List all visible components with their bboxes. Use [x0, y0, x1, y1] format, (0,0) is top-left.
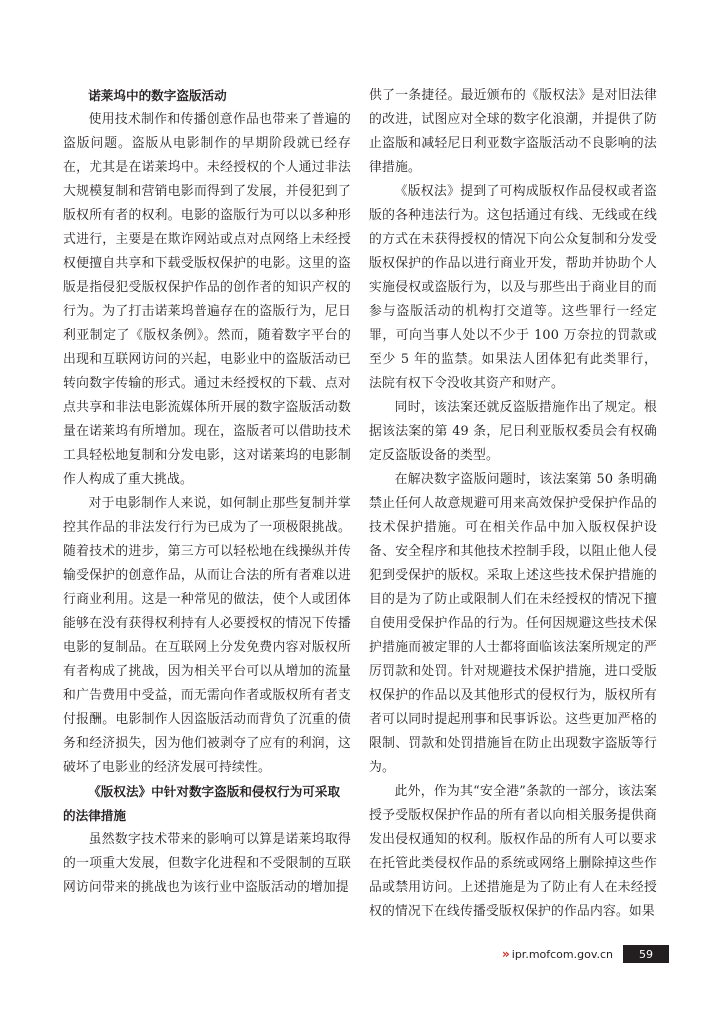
paragraph-continued: 供了一条捷径。最近颁布的《版权法》是对旧法律的改进，试图应对全球的数字化浪潮，并提供了防止盗版和减轻尼日利亚数字盗版活动不良影响的法律措施。	[369, 88, 657, 175]
paragraph: 在解决数字盗版问题时，该法案第 50 条明确禁止任何人故意规避可用来高效保护受保护作品的技术保护措施。可在相关作品中加入版权保护设备、安全程序和其他技术控制手段，以阻止他人侵犯到受保护的版权。采取上述这些技术保护措施的目的是为了防止或限制人们在未经授权的情况下擅自使用受保护作品的行为。任何因规避这些技术保护措施而被定罪的人士都将面临该法案所规定的严厉罚款和处罚。针对规避技术保护措施，进口受版权保护的作品以及其他形式的侵权行为，版权所有者可以同时提起刑事和民事诉讼。这些更加严格的限制、罚款和处罚措施旨在防止出现数字盗版等行为。	[369, 472, 657, 775]
page-number: 59	[623, 945, 669, 963]
paragraph: 虽然数字技术带来的影响可以算是诺莱坞取得的一项重大发展，但数字化进程和不受限制的互联网访问带来的挑战也为该行业中盗版活动的增加提	[63, 832, 351, 895]
section-heading: 《版权法》中针对数字盗版和侵权行为可采取的法律措施	[63, 784, 341, 823]
footer-url-link[interactable]: ipr.mofcom.gov.cn	[511, 947, 614, 961]
section-heading: 诺莱坞中的数字盗版活动	[88, 88, 227, 103]
paragraph: 使用技术制作和传播创意作品也带来了普遍的盗版问题。盗版从电影制作的早期阶段就已经存在，尤其是在诺莱坞中。未经授权的个人通过非法大规模复制和营销电影而得到了发展，并侵犯到了版权所有者的权利。电影的盗版行为可以以多种形式进行，主要是在欺诈网站或点对点网络上未经授权便擅自共享和下载受版权保护的电影。这里的盗版是指侵犯受版权保护作品的创作者的知识产权的行为。为了打击诺莱坞普遍存在的盗版行为，尼日利亚制定了《版权条例》。然而，随着数字平台的出现和互联网访问的兴起，电影业中的盗版活动已转向数字传输的形式。通过未经授权的下载、点对点共享和非法电影流媒体所开展的数字盗版活动数量在诺莱坞有所增加。现在，盗版者可以借助技术工具轻松地复制和分发电影，这对诺莱坞的电影制作人构成了重大挑战。	[63, 112, 351, 487]
paragraph: 《版权法》提到了可构成版权作品侵权或者盗版的各种违法行为。这包括通过有线、无线或在线的方式在未获得授权的情况下向公众复制和分发受版权保护的作品以进行商业开发，帮助并协助个人实施侵权或盗版行为，以及与那些出于商业目的而参与盗版活动的机构打交道等。这些罪行一经定罪，可向当事人处以不少于 100 万奈拉的罚款或至少 5 年的监禁。如果法人团体犯有此类罪行，法院有权下令没收其资产和财产。	[369, 184, 657, 391]
right-column	[369, 84, 657, 924]
paragraph: 同时，该法案还就反盗版措施作出了规定。根据该法案的第 49 条，尼日利亚版权委员会有权确定反盗版设备的类型。	[369, 400, 657, 463]
paragraph: 对于电影制作人来说，如何制止那些复制并掌控其作品的非法发行行为已成为了一项极限挑战。随着技术的进步，第三方可以轻松地在线操纵并传输受保护的创意作品，从而让合法的所有者难以进行商业利用。这是一种常见的做法，使个人或团体能够在没有获得权利持有人必要授权的情况下传播电影的复制品。在互联网上分发免费内容对版权所有者构成了挑战，因为相关平台可以从增加的流量和广告费用中受益，而无需向作者或版权所有者支付报酬。电影制作人因盗版活动而背负了沉重的债务和经济损失，因为他们被剥夺了应有的利润，这破坏了电影业的经济发展可持续性。	[63, 496, 351, 775]
paragraph: 此外，作为其“安全港”条款的一部分，该法案授予受版权保护作品的所有者以向相关服务提供商发出侵权通知的权利。版权作品的所有人可以要求在托管此类侵权作品的系统或网络上删除掉这些作品或禁用访问。上述措施是为了防止有人在未经授权的情况下在线传播受版权保护的作品内容。如果	[369, 784, 657, 919]
chevron-right-icon: »	[502, 947, 508, 961]
page-footer	[502, 945, 669, 963]
left-column	[63, 84, 351, 900]
